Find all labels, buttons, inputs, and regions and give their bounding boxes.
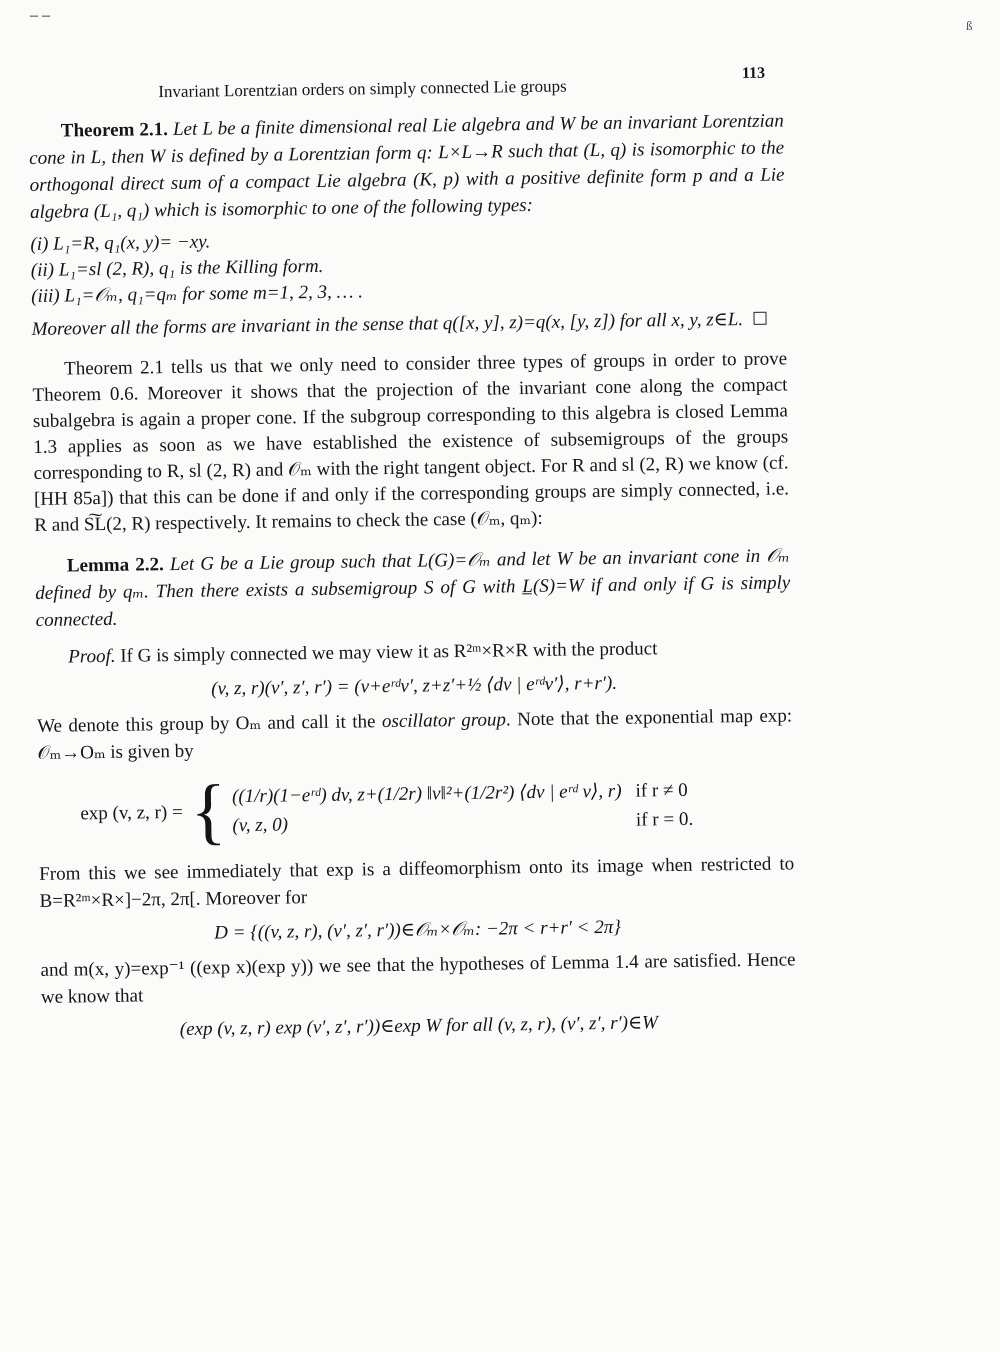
page-number: 113 bbox=[741, 64, 766, 83]
proof-intro: If G is simply connected we may view it as R²ᵐ×R×R with the product bbox=[120, 638, 658, 667]
left-brace: { bbox=[190, 770, 227, 853]
theorem-item-ii: (ii) L₁=sl (2, R), q₁ is the Killing form. bbox=[30, 255, 324, 281]
exp-definition bbox=[80, 762, 794, 854]
diffeomorphism-text: From this we see immediately that exp is a diffeomorphism onto its image when restricted to B=R²ᵐ×R×]−2π, 2π[. Moreover for bbox=[39, 853, 795, 912]
exp-case-2: (v, z, 0) bbox=[232, 814, 289, 837]
exp-cases bbox=[232, 777, 707, 840]
oscillator-post: . Note that the exponential map exp: 𝒪ₘ→Oₘ is given by bbox=[37, 705, 793, 764]
paragraph-1: Theorem 2.1 tells us that we only need to consider three types of groups in order to prove Theorem 0.6. Moreover it shows that the projection of the invariant cone along the compact subalgebra is again a proper cone. If the subgroup corresponding to this algebra is closed Lemma 1.3 applies as soon as we have established the existence of subsemigroups of the groups corresponding to R, sl (2, R) and 𝒪ₘ with the right tangent object. For R and sl (2, R) we know (cf. [HH 85a]) that this can be done if and only if the corresponding groups are simply connected, i.e. R and S͠L(2, R) respectively. It remains to check the case (𝒪ₘ, qₘ): bbox=[32, 348, 790, 536]
exp-lhs: exp (v, z, r) = bbox=[80, 801, 183, 824]
top-left-mark: – – bbox=[30, 7, 50, 24]
header-title: Invariant Lorentzian orders on simply connected Lie groups bbox=[158, 76, 567, 102]
theorem-item-i: (i) L₁=R, q₁(x, y)= −xy. bbox=[30, 231, 211, 255]
theorem-item-list bbox=[30, 221, 786, 310]
top-right-mark: ß bbox=[966, 18, 973, 33]
oscillator-term: oscillator group bbox=[381, 709, 507, 733]
final-formula: (exp (v, z, r) exp (v′, z′, r′))∈exp W for all (v, z, r), (v′, z′, r′)∈W bbox=[179, 1012, 659, 1040]
theorem-label: Theorem 2.1. bbox=[60, 119, 169, 142]
lemma-2-2 bbox=[35, 542, 791, 634]
theorem-item-iii: (iii) L₁=𝒪ₘ, q₁=qₘ for some m=1, 2, 3, … . bbox=[31, 281, 364, 307]
theorem-2-1 bbox=[29, 107, 787, 343]
product-formula: (v, z, r)(v′, z′, r′) = (v+eʳᵈv′, z+z′+½ ⟨dv | eʳᵈv′⟩, r+r′). bbox=[211, 672, 618, 700]
proof bbox=[36, 633, 797, 1047]
oscillator-pre: We denote this group by Oₘ and call it the bbox=[37, 711, 376, 737]
lemma-statement: Let G be a Lie group such that L(G)=𝒪ₘ and let W be an invariant cone in 𝒪ₘ defined by qₘ. Then there exists a subsemigroup S of G with L̲(S)=W if and only if G is simply connected. bbox=[35, 545, 791, 631]
lemma-label: Lemma 2.2. bbox=[66, 554, 164, 577]
exp-case-1: ((1/r)(1−eʳᵈ) dv, z+(1/2r) ‖v‖²+(1/2r²) ⟨dv | eʳᵈ v⟩, r) bbox=[231, 780, 622, 808]
D-formula: D = {((v, z, r), (v′, z′, r′))∈𝒪ₘ×𝒪ₘ: −2π < r+r′ < 2π} bbox=[214, 916, 622, 944]
theorem-closing: Moreover all the forms are invariant in the sense that q([x, y], z)=q(x, [y, z]) for all x, y, z∈L. bbox=[31, 309, 744, 340]
qed-symbol bbox=[753, 312, 766, 325]
exp-cond-2: if r = 0. bbox=[635, 808, 694, 831]
proof-label: Proof. bbox=[68, 645, 116, 668]
hypotheses-text: and m(x, y)=exp⁻¹ ((exp x)(exp y)) we see that the hypotheses of Lemma 1.4 are satisfied. Hence we know that bbox=[40, 949, 796, 1008]
page-content bbox=[28, 59, 800, 1299]
theorem-statement: Let L be a finite dimensional real Lie algebra and W be an invariant Lorentzian cone in L, then W is defined by a Lorentzian form q: L×L→R such that (L, q) is isomorphic to the orthogonal direct sum of a compact Lie algebra (K, p) with a positive definite form p and a Lie algebra (L₁, q₁) which is isomorphic to one of the following types: bbox=[29, 110, 785, 223]
exp-cond-1: if r ≠ 0 bbox=[635, 779, 688, 802]
